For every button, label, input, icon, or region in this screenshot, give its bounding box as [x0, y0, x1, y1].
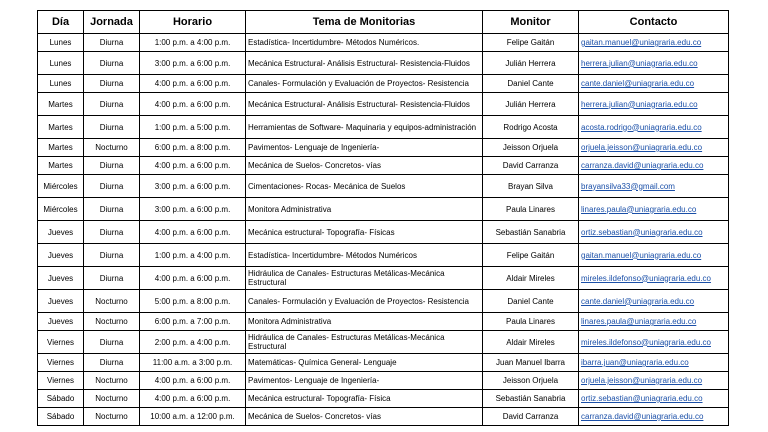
cell-tema: Pavimentos- Lenguaje de Ingeniería- [246, 139, 483, 157]
cell-contacto [579, 244, 729, 267]
cell-horario: 1:00 p.m. a 4:00 p.m. [140, 244, 246, 267]
cell-horario: 1:00 p.m. a 5:00 p.m. [140, 116, 246, 139]
cell-monitor: Rodrigo Acosta [483, 116, 579, 139]
email-link[interactable]: mireles.ildefonso@uniagraria.edu.co [581, 273, 711, 283]
table-row [38, 390, 729, 408]
email-link[interactable]: linares.paula@uniagraria.edu.co [581, 317, 697, 326]
cell-dia: Viernes [38, 354, 84, 372]
email-link[interactable]: cante.daniel@uniagraria.edu.co [581, 296, 695, 306]
cell-contacto [579, 354, 729, 372]
cell-contacto [579, 408, 729, 426]
email-link[interactable]: brayansilva33@gmail.com [581, 181, 675, 191]
cell-monitor: Sebastián Sanabria [483, 221, 579, 244]
table-row [38, 354, 729, 372]
cell-jornada: Diurna [84, 244, 140, 267]
cell-tema: Mecánica estructural- Topografía- Físicas [246, 221, 483, 244]
email-link[interactable]: ortiz.sebastian@uniagraria.edu.co [581, 394, 703, 403]
cell-tema: Cimentaciones- Rocas- Mecánica de Suelos [246, 175, 483, 198]
cell-dia: Viernes [38, 331, 84, 354]
cell-tema: Mecánica de Suelos- Concretos- vías [246, 157, 483, 175]
email-link[interactable]: gaitan.manuel@uniagraria.edu.co [581, 250, 702, 260]
cell-dia: Martes [38, 93, 84, 116]
schedule-table [37, 10, 729, 426]
cell-horario: 5:00 p.m. a 8:00 p.m. [140, 290, 246, 313]
table-row [38, 408, 729, 426]
cell-dia: Jueves [38, 267, 84, 290]
email-link[interactable]: orjuela.jeisson@uniagraria.edu.co [581, 376, 703, 385]
cell-horario: 3:00 p.m. a 6:00 p.m. [140, 175, 246, 198]
header-row [38, 11, 729, 34]
table-row [38, 244, 729, 267]
cell-dia: Miércoles [38, 198, 84, 221]
cell-monitor: Julián Herrera [483, 93, 579, 116]
cell-jornada: Nocturno [84, 372, 140, 390]
cell-contacto [579, 198, 729, 221]
cell-contacto [579, 34, 729, 52]
cell-jornada: Nocturno [84, 390, 140, 408]
cell-contacto [579, 139, 729, 157]
cell-dia: Martes [38, 139, 84, 157]
email-link[interactable]: ortiz.sebastian@uniagraria.edu.co [581, 227, 703, 237]
cell-horario: 6:00 p.m. a 7:00 p.m. [140, 313, 246, 331]
cell-contacto [579, 157, 729, 175]
cell-monitor: Jeisson Orjuela [483, 372, 579, 390]
cell-contacto [579, 331, 729, 354]
cell-dia: Lunes [38, 52, 84, 75]
cell-tema: Estadística- Incertidumbre- Métodos Numéricos. [246, 34, 483, 52]
cell-jornada: Diurna [84, 157, 140, 175]
cell-dia: Jueves [38, 313, 84, 331]
table-row [38, 75, 729, 93]
cell-tema: Pavimentos- Lenguaje de Ingeniería- [246, 372, 483, 390]
cell-horario: 2:00 p.m. a 4:00 p.m. [140, 331, 246, 354]
header-jornada: Jornada [84, 11, 140, 34]
email-link[interactable]: herrera.julian@uniagraria.edu.co [581, 99, 698, 109]
cell-dia: Lunes [38, 75, 84, 93]
cell-monitor: Brayan Silva [483, 175, 579, 198]
cell-jornada: Diurna [84, 34, 140, 52]
cell-horario: 4:00 p.m. a 6:00 p.m. [140, 93, 246, 116]
header-monitor: Monitor [483, 11, 579, 34]
cell-dia: Jueves [38, 244, 84, 267]
email-link[interactable]: acosta.rodrigo@uniagraria.edu.co [581, 122, 702, 132]
cell-horario: 10:00 a.m. a 12:00 p.m. [140, 408, 246, 426]
cell-jornada: Nocturno [84, 139, 140, 157]
cell-jornada: Diurna [84, 52, 140, 75]
cell-jornada: Diurna [84, 75, 140, 93]
cell-horario: 3:00 p.m. a 6:00 p.m. [140, 52, 246, 75]
cell-jornada: Diurna [84, 175, 140, 198]
cell-monitor: Aldair Mireles [483, 331, 579, 354]
header-tema: Tema de Monitorias [246, 11, 483, 34]
header-dia: Día [38, 11, 84, 34]
cell-jornada: Diurna [84, 93, 140, 116]
email-link[interactable]: orjuela.jeisson@uniagraria.edu.co [581, 143, 703, 152]
email-link[interactable]: carranza.david@uniagraria.edu.co [581, 161, 704, 170]
cell-monitor: Julián Herrera [483, 52, 579, 75]
cell-monitor: Paula Linares [483, 198, 579, 221]
cell-tema: Herramientas de Software- Maquinaria y equipos-administración [246, 116, 483, 139]
email-link[interactable]: gaitan.manuel@uniagraria.edu.co [581, 38, 702, 47]
cell-contacto [579, 75, 729, 93]
cell-monitor: Felipe Gaitán [483, 244, 579, 267]
email-link[interactable]: herrera.julian@uniagraria.edu.co [581, 58, 698, 68]
cell-monitor: David Carranza [483, 157, 579, 175]
cell-dia: Jueves [38, 221, 84, 244]
cell-contacto [579, 313, 729, 331]
cell-tema: Monitora Administrativa [246, 198, 483, 221]
cell-dia: Miércoles [38, 175, 84, 198]
cell-jornada: Diurna [84, 198, 140, 221]
cell-horario: 4:00 p.m. a 6:00 p.m. [140, 372, 246, 390]
cell-monitor: Sebastián Sanabria [483, 390, 579, 408]
cell-horario: 1:00 p.m. a 4:00 p.m. [140, 34, 246, 52]
cell-tema: Monitora Administrativa [246, 313, 483, 331]
table-row [38, 157, 729, 175]
cell-monitor: David Carranza [483, 408, 579, 426]
cell-jornada: Nocturno [84, 313, 140, 331]
cell-horario: 6:00 p.m. a 8:00 p.m. [140, 139, 246, 157]
cell-dia: Martes [38, 157, 84, 175]
table-row [38, 139, 729, 157]
cell-horario: 4:00 p.m. a 6:00 p.m. [140, 390, 246, 408]
email-link[interactable]: ibarra.juan@uniagraria.edu.co [581, 358, 689, 367]
cell-dia: Jueves [38, 290, 84, 313]
cell-tema: Hidráulica de Canales- Estructuras Metálicas-Mecánica Estructural [246, 267, 483, 290]
cell-tema: Hidráulica de Canales- Estructuras Metálicas-Mecánica Estructural [246, 331, 483, 354]
cell-monitor: Paula Linares [483, 313, 579, 331]
email-link[interactable]: cante.daniel@uniagraria.edu.co [581, 79, 695, 88]
table-row [38, 34, 729, 52]
header-horario: Horario [140, 11, 246, 34]
cell-horario: 4:00 p.m. a 6:00 p.m. [140, 221, 246, 244]
cell-monitor: Daniel Cante [483, 290, 579, 313]
cell-contacto [579, 221, 729, 244]
cell-tema: Canales- Formulación y Evaluación de Proyectos- Resistencia [246, 290, 483, 313]
email-link[interactable]: carranza.david@uniagraria.edu.co [581, 412, 704, 421]
table-row [38, 331, 729, 354]
table-row [38, 52, 729, 75]
cell-contacto [579, 372, 729, 390]
cell-jornada: Nocturno [84, 290, 140, 313]
table-row [38, 372, 729, 390]
cell-jornada: Diurna [84, 267, 140, 290]
table-row [38, 175, 729, 198]
email-link[interactable]: linares.paula@uniagraria.edu.co [581, 204, 697, 214]
cell-monitor: Jeisson Orjuela [483, 139, 579, 157]
cell-jornada: Diurna [84, 331, 140, 354]
cell-jornada: Diurna [84, 221, 140, 244]
cell-tema: Mecánica estructural- Topografía- Física [246, 390, 483, 408]
cell-dia: Viernes [38, 372, 84, 390]
cell-contacto [579, 175, 729, 198]
cell-monitor: Juan Manuel Ibarra [483, 354, 579, 372]
cell-tema: Mecánica Estructural- Análisis Estructural- Resistencia-Fluidos [246, 93, 483, 116]
cell-tema: Matemáticas- Química General- Lenguaje [246, 354, 483, 372]
cell-dia: Martes [38, 116, 84, 139]
cell-contacto [579, 52, 729, 75]
table-row [38, 116, 729, 139]
cell-contacto [579, 116, 729, 139]
cell-dia: Sábado [38, 408, 84, 426]
table-row [38, 290, 729, 313]
cell-dia: Sábado [38, 390, 84, 408]
cell-contacto [579, 290, 729, 313]
table-row [38, 313, 729, 331]
cell-jornada: Diurna [84, 354, 140, 372]
table-row [38, 93, 729, 116]
cell-tema: Estadística- Incertidumbre- Métodos Numéricos [246, 244, 483, 267]
cell-monitor: Aldair Mireles [483, 267, 579, 290]
table-row [38, 221, 729, 244]
cell-contacto [579, 267, 729, 290]
cell-contacto [579, 93, 729, 116]
cell-dia: Lunes [38, 34, 84, 52]
header-contacto: Contacto [579, 11, 729, 34]
table-row [38, 198, 729, 221]
cell-horario: 11:00 a.m. a 3:00 p.m. [140, 354, 246, 372]
cell-tema: Mecánica de Suelos- Concretos- vías [246, 408, 483, 426]
cell-jornada: Diurna [84, 116, 140, 139]
cell-horario: 4:00 p.m. a 6:00 p.m. [140, 157, 246, 175]
cell-horario: 4:00 p.m. a 6:00 p.m. [140, 267, 246, 290]
table-row [38, 267, 729, 290]
cell-monitor: Felipe Gaitán [483, 34, 579, 52]
cell-monitor: Daniel Cante [483, 75, 579, 93]
cell-tema: Canales- Formulación y Evaluación de Proyectos- Resistencia [246, 75, 483, 93]
cell-horario: 4:00 p.m. a 6:00 p.m. [140, 75, 246, 93]
cell-contacto [579, 390, 729, 408]
cell-horario: 3:00 p.m. a 6:00 p.m. [140, 198, 246, 221]
cell-jornada: Nocturno [84, 408, 140, 426]
cell-tema: Mecánica Estructural- Análisis Estructural- Resistencia-Fluidos [246, 52, 483, 75]
email-link[interactable]: mireles.ildefonso@uniagraria.edu.co [581, 337, 711, 347]
